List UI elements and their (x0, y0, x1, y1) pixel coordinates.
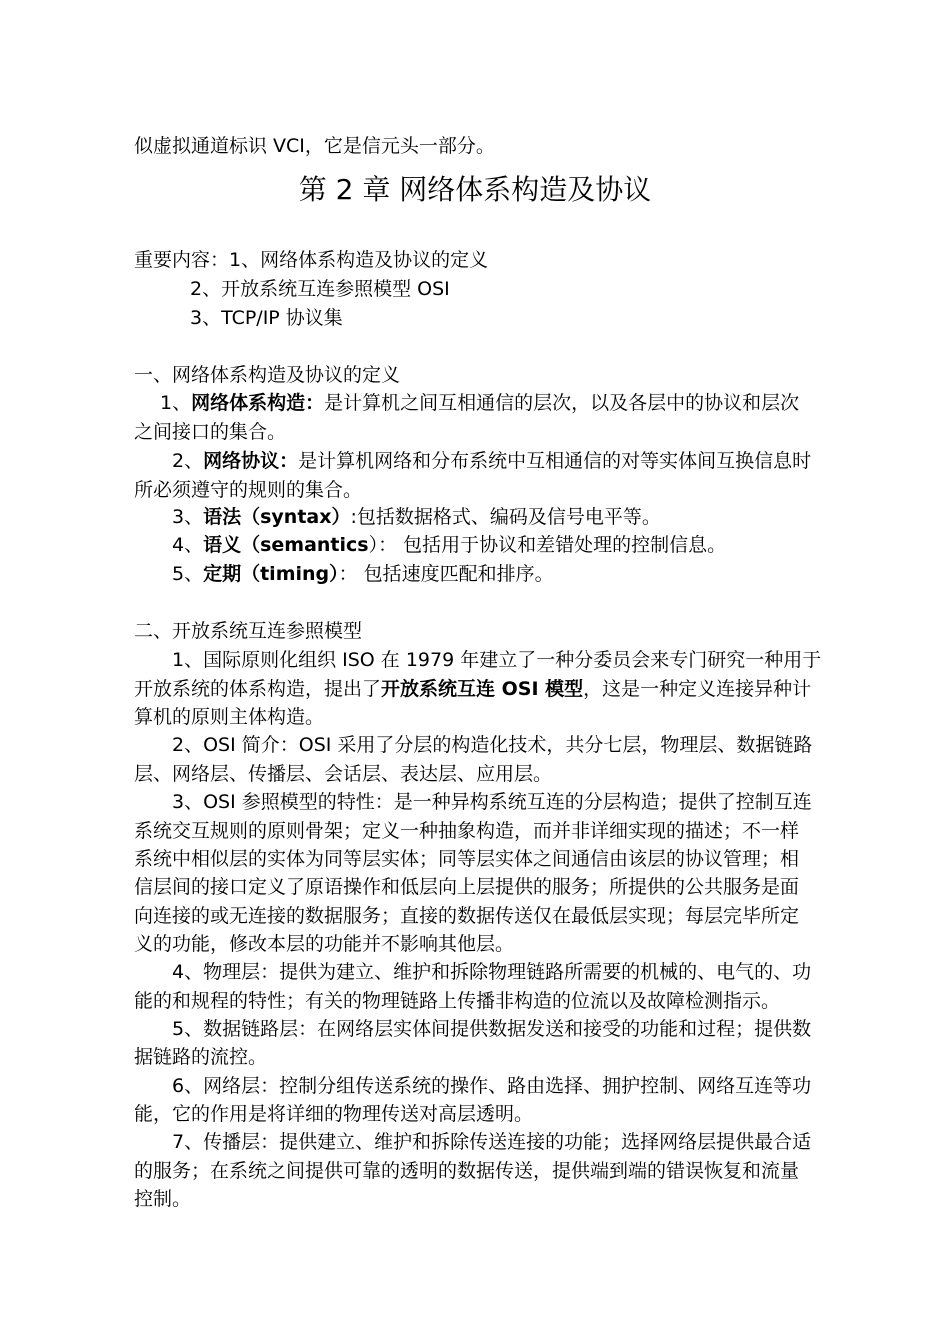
text-line: 据链路的流控。 (134, 1046, 268, 1068)
text-line: 能，它的作用是将详细的物理传送对高层透明。 (134, 1103, 534, 1125)
definition: 是计算机网络和分布系统中互相通信的对等实体间互换信息时 (298, 450, 812, 472)
chapter-title: 第 2 章 网络体系构造及协议 (298, 173, 652, 206)
text-line: 控制。 (134, 1188, 192, 1210)
section-heading: 二、开放系统互连参照模型 (134, 620, 363, 642)
section-heading: 一、网络体系构造及协议的定义 (134, 364, 401, 386)
text-line: 系统中相似层的实体为同等层实体；同等层实体之间通信由该层的协议管理；相 (134, 848, 800, 870)
text-line: 信层间的接口定义了原语操作和低层向上层提供的服务；所提供的公共服务是面 (134, 876, 800, 898)
text-line: 2、开放系统互连参照模型 OSI (190, 278, 450, 300)
text-line: 3、OSI 参照模型的特性：是一种异构系统互连的分层构造；提供了控制互连 (172, 791, 812, 813)
definition: ： 包括速度匹配和排序。 (338, 563, 554, 585)
list-number: 4、 (172, 534, 204, 556)
text-line: 4、物理层：提供为建立、维护和拆除物理链路所需要的机械的、电气的、功 (172, 961, 812, 983)
list-number: 1、 (160, 392, 192, 414)
text-line: 1、国际原则化组织 ISO 在 1979 年建立了一种分委员会来专门研究一种用于 (172, 649, 822, 671)
text-line (134, 675, 824, 703)
term: 开放系统互连 OSI 模型 (381, 678, 584, 700)
text-line: 重要内容：1、网络体系构造及协议的定义 (134, 249, 489, 271)
text-segment: 开放系统的体系构造，提出了 (134, 678, 382, 700)
text-line: 6、网络层：控制分组传送系统的操作、路由选择、拥护控制、网络互连等功 (172, 1075, 812, 1097)
text-line (172, 560, 824, 588)
definition: :包括数据格式、编码及信号电平等。 (350, 506, 661, 528)
term: 语法（syntax） (203, 506, 351, 528)
text-line: 所必须遵守的规则的集合。 (134, 479, 363, 501)
definition: 是计算机之间互相通信的层次，以及各层中的协议和层次 (324, 392, 800, 414)
text-line (160, 389, 824, 417)
list-number: 5、 (172, 563, 204, 585)
term: 语义（semantics (203, 534, 369, 556)
text-line: 之间接口的集合。 (134, 421, 287, 443)
text-line: 向连接的或无连接的数据服务；直接的数据传送仅在最低层实现；每层完毕所定 (134, 905, 800, 927)
text-line: 系统交互规则的原则骨架；定义一种抽象构造，而并非详细实现的描述；不一样 (134, 820, 800, 842)
text-line (172, 447, 824, 475)
text-line: 7、传播层：提供建立、维护和拆除传送连接的功能；选择网络层提供最合适 (172, 1131, 812, 1153)
list-number: 3、 (172, 506, 204, 528)
text-line: 义的功能，修改本层的功能并不影响其他层。 (134, 933, 515, 955)
text-line (172, 531, 824, 559)
list-number: 2、 (172, 450, 204, 472)
term: 网络体系构造： (191, 392, 325, 414)
text-line: 能的和规程的特性；有关的物理链路上传播非构造的位流以及故障检测指示。 (134, 990, 781, 1012)
definition: ）： 包括用于协议和差错处理的控制信息。 (368, 534, 727, 556)
text-line: 2、OSI 简介：OSI 采用了分层的构造化技术，共分七层，物理层、数据链路 (172, 734, 813, 756)
text-line: 算机的原则主体构造。 (134, 706, 325, 728)
term: 网络协议： (203, 450, 299, 472)
text-line: 3、TCP/IP 协议集 (190, 307, 343, 329)
term: 定期（timing） (203, 563, 339, 585)
text-line (172, 503, 824, 531)
text-segment: ，这是一种定义连接异种计 (583, 678, 812, 700)
text-line: 层、网络层、传播层、会话层、表达层、应用层。 (134, 763, 553, 785)
text-line: 的服务；在系统之间提供可靠的透明的数据传送，提供端到端的错误恢复和流量 (134, 1160, 800, 1182)
text-line: 似虚拟通道标识 VCI，它是信元头一部分。 (134, 135, 495, 157)
text-line: 5、数据链路层：在网络层实体间提供数据发送和接受的功能和过程；提供数 (172, 1018, 812, 1040)
